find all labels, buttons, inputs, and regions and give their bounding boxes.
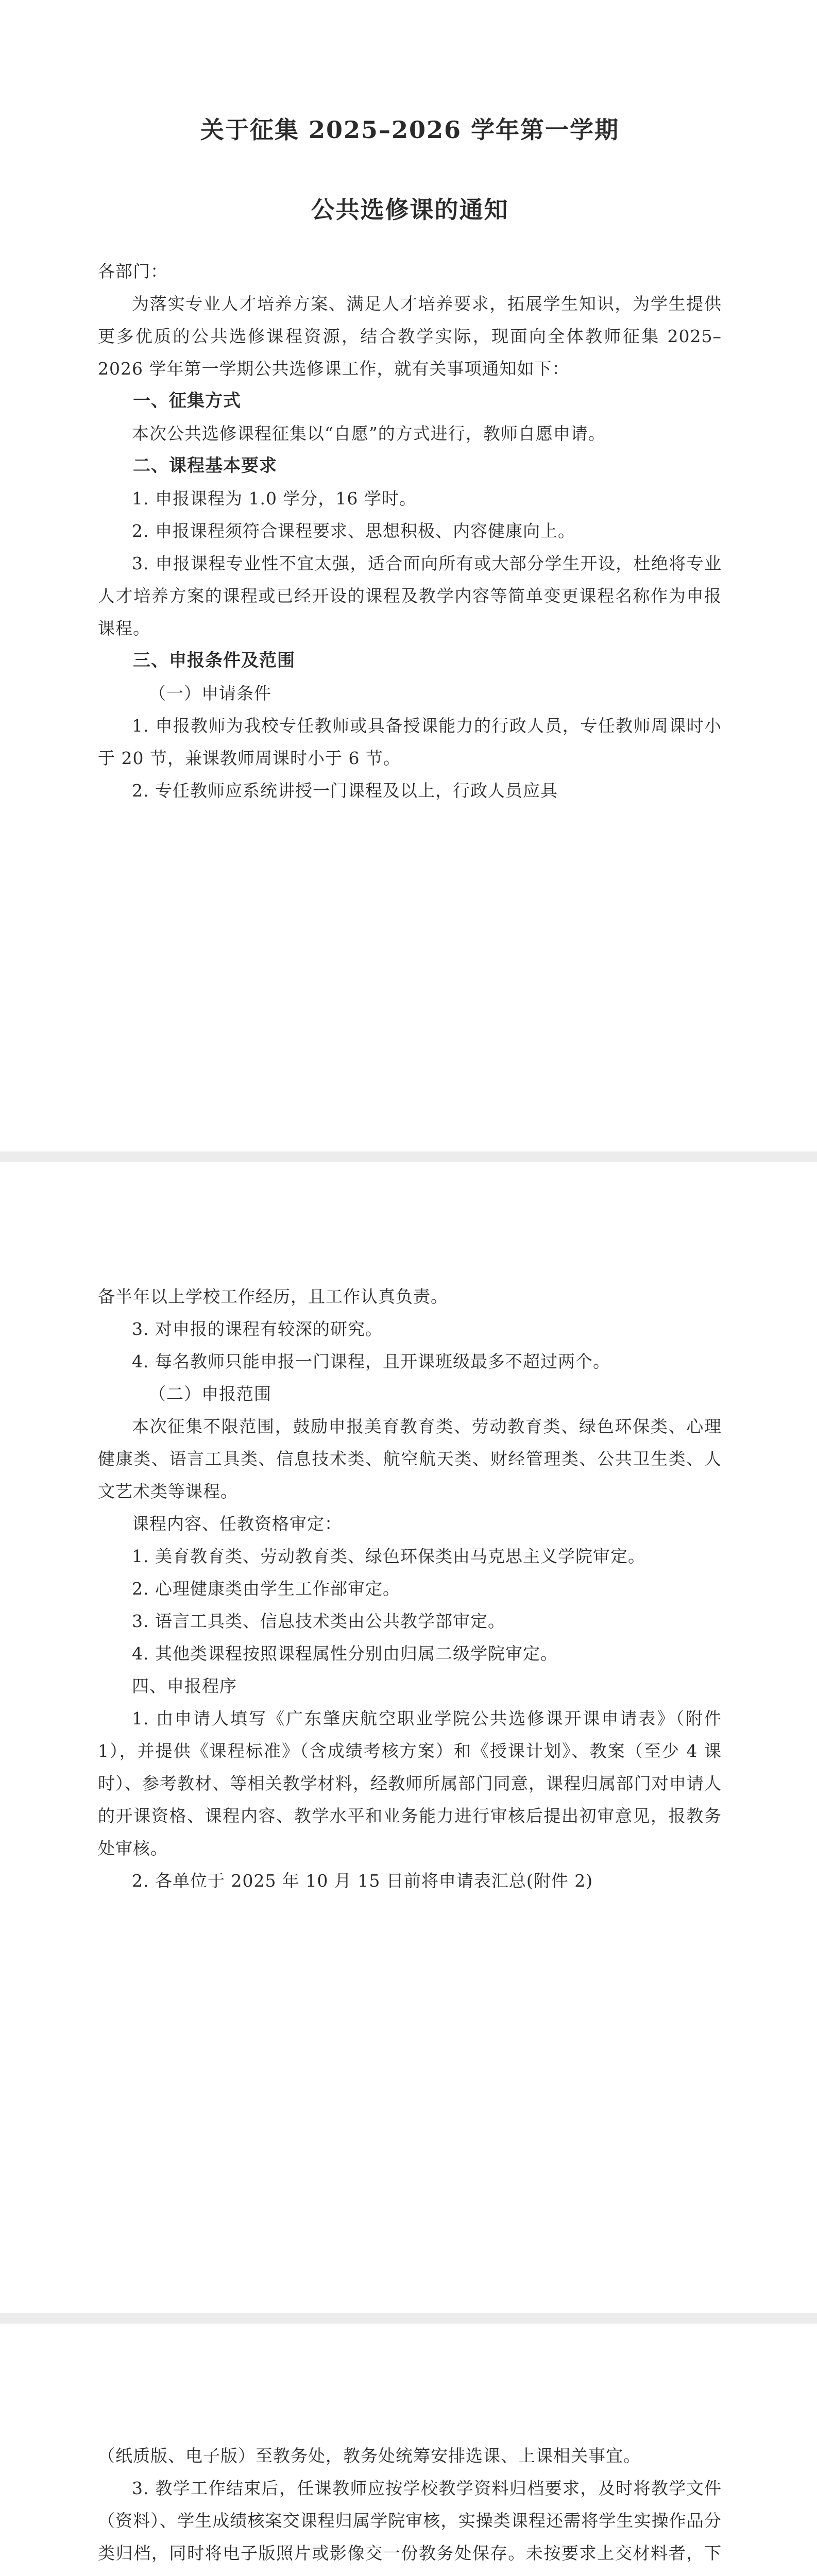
document-title-line-1: 关于征集 2025–2026 学年第一学期: [200, 116, 620, 144]
section-4-title: 四、申报程序: [132, 1676, 237, 1696]
salutation: 各部门：: [98, 261, 168, 282]
document-page-3: [0, 2324, 817, 2576]
section-3-item-4: 4. 每名教师只能申报一门课程，且开课班级最多不超过两个。: [132, 1351, 610, 1371]
section-3-scope: 本次征集不限范围，鼓励申报美育教育类、劳动教育类、绿色环保类、心理健康类、语言工具类、信息技术类、航空航天类、财经管理类、公共卫生类、人文艺术类等课程。: [98, 1416, 722, 1501]
section-3-item-3: 3. 对申报的课程有较深的研究。: [132, 1319, 383, 1339]
section-1-paragraph: 本次公共选修课程征集以“自愿”的方式进行，教师自愿申请。: [132, 423, 606, 444]
section-3-item-2-part-1: 2. 专任教师应系统讲授一门课程及以上，行政人员应具: [132, 781, 558, 801]
section-2-item-1: 1. 申报课程为 1.0 学分，16 学时。: [132, 488, 417, 509]
section-4-item-2-part-2: （纸质版、电子版）至教务处，教务处统筹安排选课、上课相关事宜。: [98, 2446, 641, 2466]
section-2-title: 二、课程基本要求: [133, 455, 277, 477]
intro-paragraph: 为落实专业人才培养方案、满足人才培养要求，拓展学生知识，为学生提供更多优质的公共选修课程资源，结合教学实际，现面向全体教师征集 2025–2026 学年第一学期公共选修课工作，就有关事项通知如下：: [98, 294, 722, 379]
section-3-review-3: 3. 语言工具类、信息技术类由公共教学部审定。: [132, 1611, 505, 1631]
document-page-2: [0, 1162, 817, 2313]
section-3-item-1: 1. 申报教师为我校专任教师或具备授课能力的行政人员，专任教师周课时小于 20 节，兼课教师周课时小于 6 节。: [98, 716, 722, 769]
section-2-item-3: 3. 申报课程专业性不宜太强，适合面向所有或大部分学生开设，杜绝将专业人才培养方案的课程或已经开设的课程及教学内容等简单变更课程名称作为申报课程。: [98, 553, 722, 639]
section-4-item-3: 3. 教学工作结束后，任课教师应按学校教学资料归档要求，及时将教学文件（资料）、学生成绩核案交课程归属学院审核，实操类课程还需将学生实操作品分类归档，同时将电子版照片或影像交一份教务处保存。未按要求上交材料者，下: [98, 2478, 722, 2563]
section-3-review-4: 4. 其他类课程按照课程属性分别由归属二级学院审定。: [132, 1643, 558, 1664]
section-4-item-2-part-1: 2. 各单位于 2025 年 10 月 15 日前将申请表汇总(附件 2): [132, 1871, 593, 1891]
section-3-item-2-part-2: 备半年以上学校工作经历，且工作认真负责。: [98, 1286, 448, 1307]
section-3-review-1: 1. 美育教育类、劳动教育类、绿色环保类由马克思主义学院审定。: [132, 1546, 645, 1566]
section-4-item-1: 1. 由申请人填写《广东肇庆航空职业学院公共选修课开课申请表》（附件 1），并提供《课程标准》（含成绩考核方案）和《授课计划》、教案（至少 4 课时）、参考教材、等相关教学材料，经教师所属部门同意，课程归属部门对申请人的开课资格、课程内容、教学水平和业务能力进行审核后提出初审意见，报教务处审核。: [98, 1708, 722, 1858]
section-2-item-2: 2. 申报课程须符合课程要求、思想积极、内容健康向上。: [132, 521, 575, 541]
section-3-subtitle-2: （二）申报范围: [149, 1384, 271, 1404]
document-title-line-2: 公共选修课的通知: [311, 196, 509, 224]
section-3-title: 三、申报条件及范围: [133, 650, 295, 671]
section-3-review-2: 2. 心理健康类由学生工作部审定。: [132, 1579, 400, 1599]
section-3-review: 课程内容、任教资格审定：: [132, 1514, 342, 1534]
document-page-1: [0, 0, 817, 1151]
section-3-subtitle-1: （一）申请条件: [149, 683, 271, 704]
section-1-title: 一、征集方式: [133, 391, 241, 412]
